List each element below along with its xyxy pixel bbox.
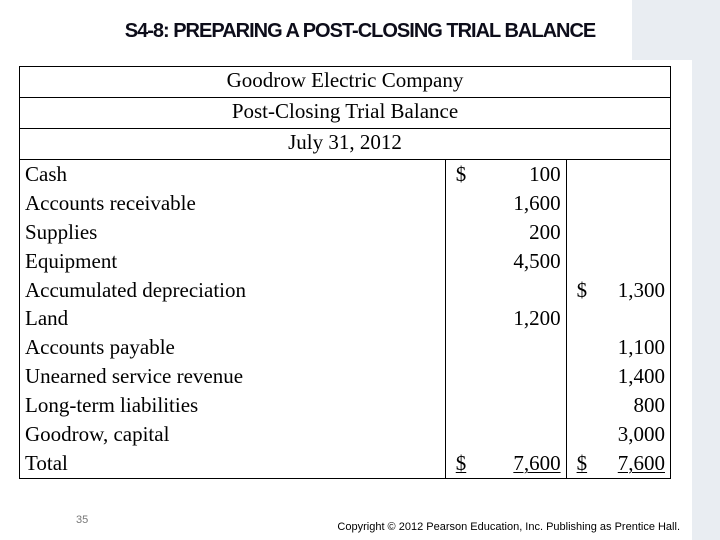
credit-cell — [567, 304, 665, 333]
debit-cell — [446, 449, 561, 478]
debit-cell — [446, 333, 561, 362]
credit-cell — [567, 391, 665, 420]
debit-amount: 100 — [529, 162, 561, 186]
credit-amount: 7,600 — [617, 450, 665, 475]
account-name: Accumulated depreciation — [25, 277, 246, 302]
debit-column — [445, 160, 566, 479]
debit-amount: 200 — [529, 219, 561, 244]
account-name: Accounts payable — [25, 335, 175, 360]
debit-cell — [446, 420, 561, 449]
debit-cell — [446, 247, 561, 276]
credit-dollar-sign: $ — [576, 277, 588, 302]
account-name: Long-term liabilities — [25, 393, 199, 418]
account-name: Goodrow, capital — [25, 422, 170, 447]
page-number: 35 — [76, 514, 89, 526]
credit-cell — [567, 362, 665, 391]
credit-cell — [567, 189, 665, 218]
account-name: Land — [25, 306, 69, 331]
credit-cell — [567, 160, 665, 189]
credit-amount: 3,000 — [617, 422, 665, 447]
slide-title: S4-8: PREPARING A POST-CLOSING TRIAL BALANCE — [124, 20, 596, 42]
company-name: Goodrow Electric Company — [20, 67, 671, 98]
credit-cell — [567, 276, 665, 305]
debit-dollar-sign: $ — [455, 162, 467, 186]
credit-column — [566, 160, 670, 479]
debit-cell — [446, 189, 561, 218]
debit-amount: 7,600 — [513, 450, 561, 475]
credit-cell — [567, 218, 665, 247]
credit-amount: 1,100 — [617, 335, 665, 360]
debit-cell — [446, 276, 561, 305]
credit-amount: 800 — [633, 393, 665, 418]
credit-cell — [567, 420, 665, 449]
debit-cell — [446, 391, 561, 420]
debit-cell — [446, 362, 561, 391]
debit-amount: 4,500 — [513, 248, 561, 273]
slide-corner-decoration — [692, 0, 720, 540]
account-name: Unearned service revenue — [25, 364, 244, 389]
debit-amount: 1,600 — [513, 190, 561, 215]
statement-title: Post-Closing Trial Balance — [20, 98, 671, 129]
account-name: Supplies — [25, 219, 98, 244]
statement-date: July 31, 2012 — [20, 129, 671, 160]
debit-amount: 1,200 — [513, 306, 561, 331]
credit-amount: 1,400 — [617, 364, 665, 389]
account-name: Accounts receivable — [25, 190, 196, 215]
account-name: Equipment — [25, 248, 118, 273]
copyright-notice: Copyright © 2012 Pearson Education, Inc. Publishing as Prentice Hall. — [337, 521, 680, 533]
credit-amount: 1,300 — [617, 277, 665, 302]
credit-cell — [567, 247, 665, 276]
credit-dollar-sign: $ — [576, 450, 588, 475]
account-names-column — [20, 160, 446, 479]
debit-dollar-sign: $ — [455, 450, 467, 475]
account-name: Cash — [25, 162, 67, 186]
credit-cell — [567, 333, 665, 362]
account-name: Total — [25, 450, 68, 475]
debit-cell — [446, 304, 561, 333]
credit-cell — [567, 449, 665, 478]
trial-balance-table — [19, 66, 671, 479]
debit-cell — [446, 218, 561, 247]
debit-cell — [446, 160, 561, 189]
